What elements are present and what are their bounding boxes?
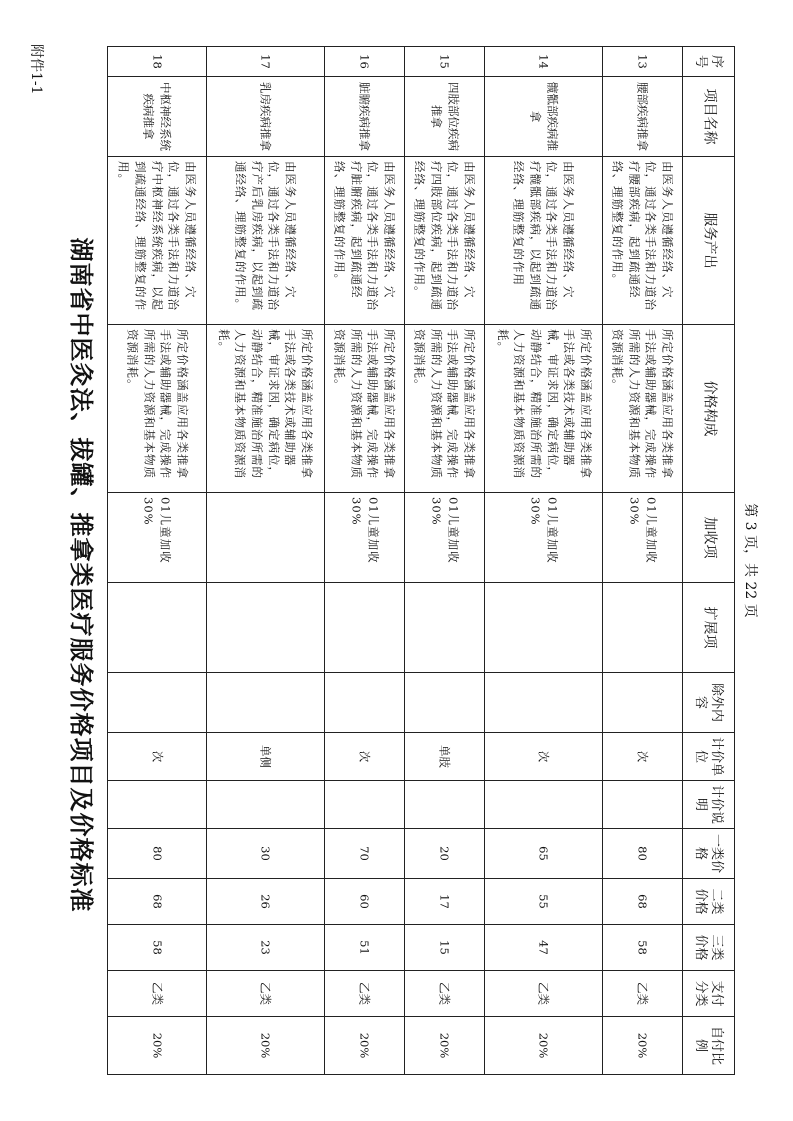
cell-note — [485, 781, 603, 829]
table-row — [324, 47, 404, 1075]
cell-ratio: 20% — [603, 1017, 683, 1075]
cell-price1: 30 — [207, 829, 325, 879]
table-row — [405, 47, 485, 1075]
header-excluded: 除外内容 — [683, 673, 735, 733]
cell-name: 四肢部位疾病推拿 — [405, 77, 485, 157]
cell-excluded — [108, 673, 207, 733]
cell-price1: 80 — [108, 829, 207, 879]
cell-note — [405, 781, 485, 829]
cell-seq: 16 — [324, 47, 404, 77]
cell-extra: 01儿童加收30% — [485, 493, 603, 583]
cell-composition: 所定价格涵盖应用各类推拿手法或辅助器械，完成操作所需的人力资源和基本物质资源消耗。 — [324, 325, 404, 493]
cell-note — [207, 781, 325, 829]
cell-price1: 20 — [405, 829, 485, 879]
attachment-label: 附件1-1 — [28, 44, 44, 95]
cell-category: 乙类 — [485, 971, 603, 1017]
cell-name: 中枢神经系统疾病推拿 — [108, 77, 207, 157]
cell-output: 由医务人员遵循经络、穴位，通过各类手法和力道治疗产后乳房疾病，以起到疏通经络、理筋整复的作用。 — [207, 157, 325, 325]
cell-unit: 次 — [108, 733, 207, 781]
cell-category: 乙类 — [324, 971, 404, 1017]
table-body — [108, 47, 683, 1075]
cell-expand — [108, 583, 207, 673]
page-title: 湖南省中医灸法、拔罐、推拿类医疗服务价格项目及价格标准 — [67, 237, 96, 913]
header-category: 支付分类 — [683, 971, 735, 1017]
cell-excluded — [207, 673, 325, 733]
cell-price1: 70 — [324, 829, 404, 879]
cell-expand — [485, 583, 603, 673]
header-price3: 三类价格 — [683, 925, 735, 971]
cell-price3: 23 — [207, 925, 325, 971]
table-wrapper — [107, 46, 735, 1074]
cell-price3: 51 — [324, 925, 404, 971]
cell-name: 髋骶部疾病推拿 — [485, 77, 603, 157]
table-row — [207, 47, 325, 1075]
table-row — [603, 47, 683, 1075]
header-extra: 加收项 — [683, 493, 735, 583]
table-row — [108, 47, 207, 1075]
cell-note — [603, 781, 683, 829]
cell-expand — [603, 583, 683, 673]
cell-seq: 18 — [108, 47, 207, 77]
cell-name: 腰部疾病推拿 — [603, 77, 683, 157]
cell-price2: 68 — [108, 879, 207, 925]
cell-extra: 01儿童加收30% — [108, 493, 207, 583]
page-footer: 第 3 页，共 22 页 — [742, 503, 758, 618]
cell-excluded — [603, 673, 683, 733]
cell-excluded — [405, 673, 485, 733]
cell-seq: 13 — [603, 47, 683, 77]
cell-expand — [207, 583, 325, 673]
cell-extra: 01儿童加收30% — [405, 493, 485, 583]
cell-output: 由医务人员遵循经络、穴位，通过各类手法和力道治疗中枢神经系统疾病，以起到疏通经络、理筋整复的作用。 — [108, 157, 207, 325]
cell-output: 由医务人员遵循经络、穴位，通过各类手法和力道治疗腰部疾病，起到疏通经络、理筋整复的作用。 — [603, 157, 683, 325]
cell-excluded — [485, 673, 603, 733]
header-note: 计价说明 — [683, 781, 735, 829]
cell-price3: 58 — [603, 925, 683, 971]
header-price1: 一类价格 — [683, 829, 735, 879]
cell-name: 乳房疾病推拿 — [207, 77, 325, 157]
cell-output: 由医务人员遵循经络、穴位，通过各类手法和力道治疗髋骶部疾病，以起到疏通经络、理筋整复的作用 — [485, 157, 603, 325]
header-price2: 二类价格 — [683, 879, 735, 925]
table-header-row — [683, 47, 735, 1075]
cell-unit: 次 — [324, 733, 404, 781]
cell-composition: 所定价格涵盖应用各类推拿手法或各类技术或辅助器械，审证求因，确定病位，动静结合，精准施治所需的人力资源和基本物质资源消耗。 — [207, 325, 325, 493]
header-composition: 价格构成 — [683, 325, 735, 493]
cell-price2: 26 — [207, 879, 325, 925]
cell-unit: 次 — [485, 733, 603, 781]
cell-price2: 17 — [405, 879, 485, 925]
cell-output: 由医务人员遵循经络、穴位，通过各类手法和力道治疗四肢部位疾病，起到疏通经络、理筋整复的作用。 — [405, 157, 485, 325]
header-output: 服务产出 — [683, 157, 735, 325]
price-table — [107, 46, 735, 1075]
cell-price3: 15 — [405, 925, 485, 971]
header-unit: 计价单位 — [683, 733, 735, 781]
cell-unit: 单侧 — [207, 733, 325, 781]
header-seq: 序号 — [683, 47, 735, 77]
cell-category: 乙类 — [108, 971, 207, 1017]
cell-seq: 15 — [405, 47, 485, 77]
cell-ratio: 20% — [324, 1017, 404, 1075]
cell-excluded — [324, 673, 404, 733]
cell-note — [108, 781, 207, 829]
cell-unit: 次 — [603, 733, 683, 781]
cell-extra — [207, 493, 325, 583]
cell-expand — [405, 583, 485, 673]
cell-composition: 所定价格涵盖应用各类推拿手法或各类技术或辅助器械，审证求因，确定病位，动静结合，精准施治所需的人力资源和基本物质资源消耗。 — [485, 325, 603, 493]
cell-ratio: 20% — [405, 1017, 485, 1075]
cell-price3: 58 — [108, 925, 207, 971]
cell-category: 乙类 — [603, 971, 683, 1017]
cell-extra: 01儿童加收30% — [324, 493, 404, 583]
table-row — [485, 47, 603, 1075]
cell-category: 乙类 — [207, 971, 325, 1017]
cell-price1: 80 — [603, 829, 683, 879]
cell-composition: 所定价格涵盖应用各类推拿手法或辅助器械，完成操作所需的人力资源和基本物质资源消耗。 — [603, 325, 683, 493]
cell-unit: 单肢 — [405, 733, 485, 781]
cell-ratio: 20% — [108, 1017, 207, 1075]
cell-seq: 17 — [207, 47, 325, 77]
cell-ratio: 20% — [207, 1017, 325, 1075]
cell-composition: 所定价格涵盖应用各类推拿手法或辅助器械，完成操作所需的人力资源和基本物质资源消耗。 — [405, 325, 485, 493]
cell-output: 由医务人员遵循经络、穴位，通过各类手法和力道治疗脏腑疾病，起到疏通经络、理筋整复的作用。 — [324, 157, 404, 325]
header-expand: 扩展项 — [683, 583, 735, 673]
cell-note — [324, 781, 404, 829]
cell-category: 乙类 — [405, 971, 485, 1017]
cell-price2: 60 — [324, 879, 404, 925]
cell-composition: 所定价格涵盖应用各类推拿手法或辅助器械，完成操作所需的人力资源和基本物质资源消耗。 — [108, 325, 207, 493]
cell-extra: 01儿童加收30% — [603, 493, 683, 583]
cell-price2: 55 — [485, 879, 603, 925]
cell-price1: 65 — [485, 829, 603, 879]
cell-seq: 14 — [485, 47, 603, 77]
cell-price2: 68 — [603, 879, 683, 925]
cell-name: 脏腑疾病推拿 — [324, 77, 404, 157]
cell-ratio: 20% — [485, 1017, 603, 1075]
header-ratio: 自付比例 — [683, 1017, 735, 1075]
cell-price3: 47 — [485, 925, 603, 971]
header-name: 项目名称 — [683, 77, 735, 157]
cell-expand — [324, 583, 404, 673]
